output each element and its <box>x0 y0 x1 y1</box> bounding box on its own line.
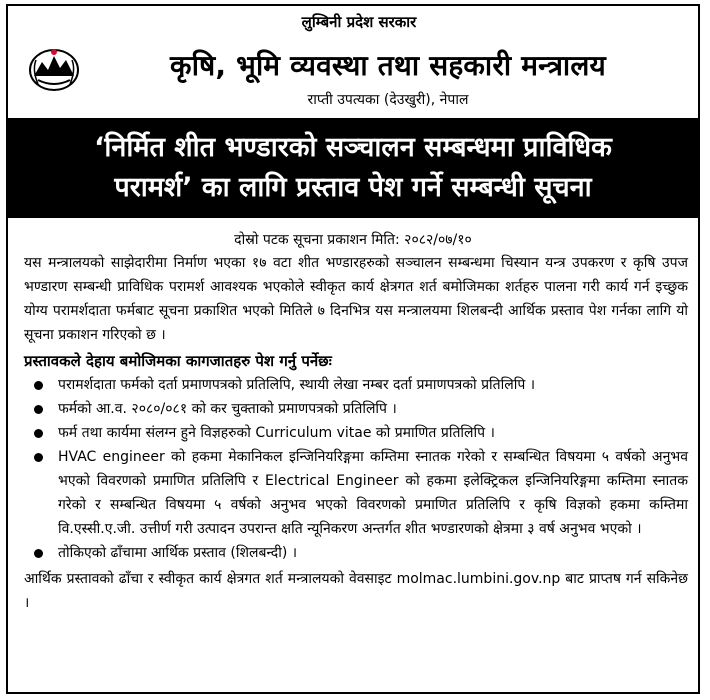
footer-note: आर्थिक प्रस्तावको ढाँचा र स्वीकृत कार्य क्षेत्रगत शर्त मन्त्रालयको वेवसाइट molmac.lumbini.gov.np बाट प्राप्तष गर्न सकिनेछ । <box>24 571 688 611</box>
bullet-icon <box>34 453 43 462</box>
list-item <box>24 445 688 541</box>
list-item <box>24 373 688 397</box>
publication-date: दोस्रो पटक सूचना प्रकाशन मिति: २०८२/०७/१० <box>234 232 472 248</box>
list-item <box>24 421 688 445</box>
document-text: फर्म तथा कार्यमा संलग्न हुने विज्ञहरुको Curriculum vitae को प्रमाणित प्रतिलिपि । <box>58 425 495 441</box>
document-text: परामर्शदाता फर्मको दर्ता प्रमाणपत्रको प्रतिलिपि, स्थायी लेखा नम्बर दर्ता प्रमाणपत्रको प्रतिलिपि । <box>58 377 536 393</box>
notice-title-band <box>8 118 698 218</box>
notice-document <box>6 4 700 694</box>
government-emblem-icon <box>28 46 80 92</box>
notice-body <box>8 251 698 615</box>
ministry-location: राप्ती उपत्यका (देउखुरी), नेपाल <box>307 92 469 108</box>
title-line-1: ‘निर्मित शीत भण्डारको सञ्चालन सम्बन्धमा प्राविधिक <box>94 132 612 163</box>
bullet-icon <box>34 405 43 414</box>
document-text: तोकिएको ढाँचामा आर्थिक प्रस्ताव (शिलबन्दी) । <box>58 545 298 561</box>
notice-header <box>8 6 698 118</box>
list-item <box>24 541 688 565</box>
document-text: HVAC engineer को हकमा मेकानिकल इन्जिनियरिङ्गमा कम्तिमा स्नातक गरेको र सम्बन्धित विषयमा ५ वर्षको अनुभव भएको विवरणको प्रमाणित प्रतिलिपि र Electrical Engineer को हकमा इलेक्ट्रिकल इन्जिनियरिङ्गमा कम्तिमा स्नातक गरेको र सम्बन्धित विषयमा ५ वर्षको अनुभव भएको विवरणको प्रमाणित प्रतिलिपि र कृषि विज्ञको हकमा कम्तिमा वि.एस्सी.ए.जी. उत्तीर्ण गरी उत्पादन उपरान्त क्षति न्यूनिकरण अन्तर्गत शीत भण्डारणको क्षेत्रमा ३ वर्ष अनुभव भएको । <box>58 449 688 537</box>
documents-list <box>24 373 688 565</box>
bullet-icon <box>34 429 43 438</box>
title-line-2: परामर्श’ का लागि प्रस्ताव पेश गर्ने सम्बन्धी सूचना <box>114 172 592 203</box>
government-name: लुम्बिनी प्रदेश सरकार <box>301 13 417 31</box>
documents-heading: प्रस्तावकले देहाय बमोजिमका कागजातहरु पेश गर्नु पर्नेछः <box>24 352 332 370</box>
bullet-icon <box>34 549 43 558</box>
ministry-name: कृषि, भूमि व्यवस्था तथा सहकारी मन्त्रालय <box>170 49 606 82</box>
intro-paragraph: यस मन्त्रालयको साझेदारीमा निर्माण भएका १७ वटा शीत भण्डारहरुको सञ्चालन सम्बन्धमा चिस्यान यन्त्र उपकरण र कृषि उपज भण्डारण सम्बन्धी प्राविधिक परामर्श आवश्यक भएकोले स्वीकृत कार्य क्षेत्रगत शर्त बमोजिमका शर्तहरु पालना गरी कार्य गर्न इच्छुक योग्य परामर्शदाता फर्मबाट सूचना प्रकाशित भएको मितिले ७ दिनभित्र यस मन्त्रालयमा शिलबन्दी आर्थिक प्रस्ताव पेश गर्नका लागि यो सूचना प्रकाशन गरिएको छ । <box>24 255 688 343</box>
list-item <box>24 397 688 421</box>
bullet-icon <box>34 381 43 390</box>
document-text: फर्मको आ.व. २०८०/०८१ को कर चुक्ताको प्रमाणपत्रको प्रतिलिपि । <box>58 401 397 417</box>
